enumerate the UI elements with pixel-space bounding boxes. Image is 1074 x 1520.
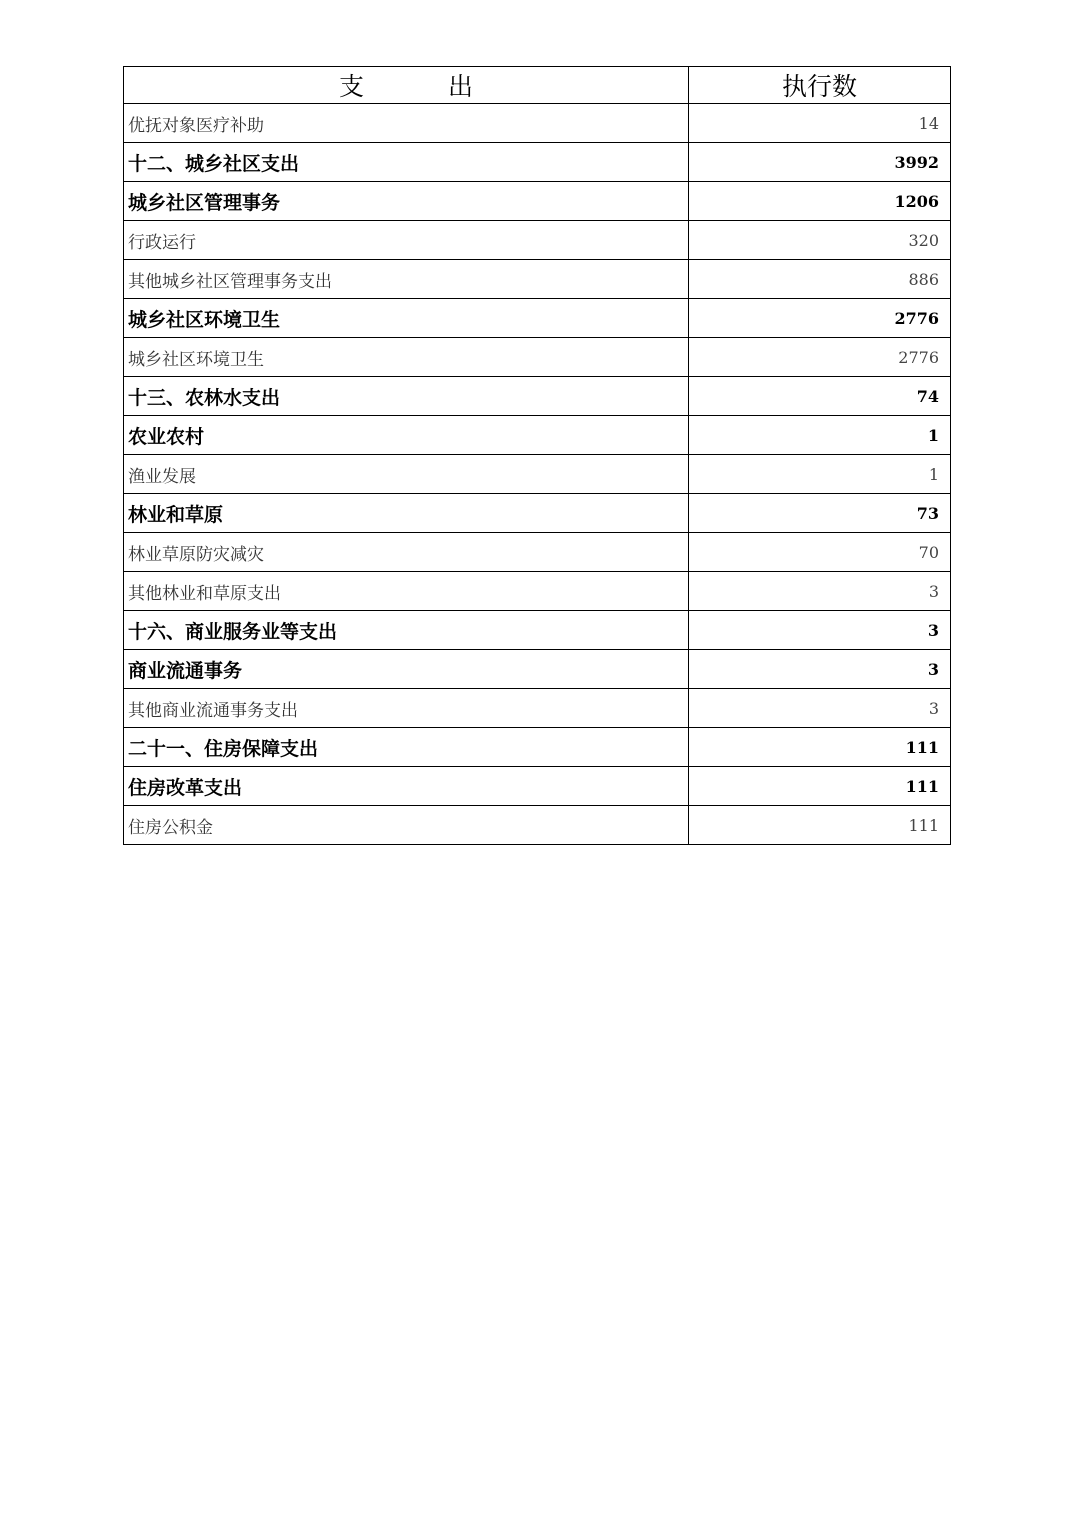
table-row <box>124 416 951 455</box>
item-name-cell: 行政运行 <box>124 221 689 260</box>
item-name-cell: 其他林业和草原支出 <box>124 572 689 611</box>
item-name-cell: 住房改革支出 <box>124 767 689 806</box>
header-expenditure <box>124 67 689 104</box>
item-name-cell: 十二、城乡社区支出 <box>124 143 689 182</box>
table-row <box>124 611 951 650</box>
table-row <box>124 689 951 728</box>
item-name-cell: 十三、农林水支出 <box>124 377 689 416</box>
header-expenditure-part2: 出 <box>448 72 474 101</box>
item-value-cell: 3 <box>689 650 951 689</box>
table-row <box>124 221 951 260</box>
item-name-cell: 林业和草原 <box>124 494 689 533</box>
table-row <box>124 143 951 182</box>
item-value-cell: 14 <box>689 104 951 143</box>
item-value-cell: 1206 <box>689 182 951 221</box>
item-value-cell: 2776 <box>689 299 951 338</box>
item-name-cell: 其他城乡社区管理事务支出 <box>124 260 689 299</box>
item-name-cell: 城乡社区环境卫生 <box>124 299 689 338</box>
item-name-cell: 林业草原防灾减灾 <box>124 533 689 572</box>
item-name-cell: 二十一、住房保障支出 <box>124 728 689 767</box>
table-row <box>124 377 951 416</box>
item-value-cell: 111 <box>689 806 951 845</box>
item-value-cell: 73 <box>689 494 951 533</box>
item-value-cell: 3 <box>689 611 951 650</box>
header-execution-amount: 执行数 <box>689 67 951 104</box>
table-row <box>124 299 951 338</box>
item-name-cell: 渔业发展 <box>124 455 689 494</box>
table-row <box>124 806 951 845</box>
table-row <box>124 767 951 806</box>
table-row <box>124 338 951 377</box>
item-value-cell: 886 <box>689 260 951 299</box>
item-value-cell: 111 <box>689 728 951 767</box>
table-row <box>124 182 951 221</box>
table-row <box>124 260 951 299</box>
table-row <box>124 455 951 494</box>
table-header-row <box>124 67 951 104</box>
table-row <box>124 494 951 533</box>
item-name-cell: 商业流通事务 <box>124 650 689 689</box>
item-value-cell: 320 <box>689 221 951 260</box>
item-name-cell: 优抚对象医疗补助 <box>124 104 689 143</box>
table-row <box>124 572 951 611</box>
item-value-cell: 1 <box>689 416 951 455</box>
header-expenditure-part1: 支 <box>338 72 364 101</box>
item-name-cell: 住房公积金 <box>124 806 689 845</box>
item-name-cell: 十六、商业服务业等支出 <box>124 611 689 650</box>
table-row <box>124 104 951 143</box>
table-row <box>124 650 951 689</box>
item-value-cell: 1 <box>689 455 951 494</box>
expenditure-table <box>123 66 951 845</box>
item-value-cell: 3992 <box>689 143 951 182</box>
table-row <box>124 728 951 767</box>
item-value-cell: 70 <box>689 533 951 572</box>
table-row <box>124 533 951 572</box>
item-value-cell: 3 <box>689 572 951 611</box>
item-name-cell: 城乡社区环境卫生 <box>124 338 689 377</box>
item-value-cell: 74 <box>689 377 951 416</box>
table-body <box>124 104 951 845</box>
item-value-cell: 3 <box>689 689 951 728</box>
item-name-cell: 农业农村 <box>124 416 689 455</box>
item-value-cell: 2776 <box>689 338 951 377</box>
item-name-cell: 其他商业流通事务支出 <box>124 689 689 728</box>
item-name-cell: 城乡社区管理事务 <box>124 182 689 221</box>
item-value-cell: 111 <box>689 767 951 806</box>
